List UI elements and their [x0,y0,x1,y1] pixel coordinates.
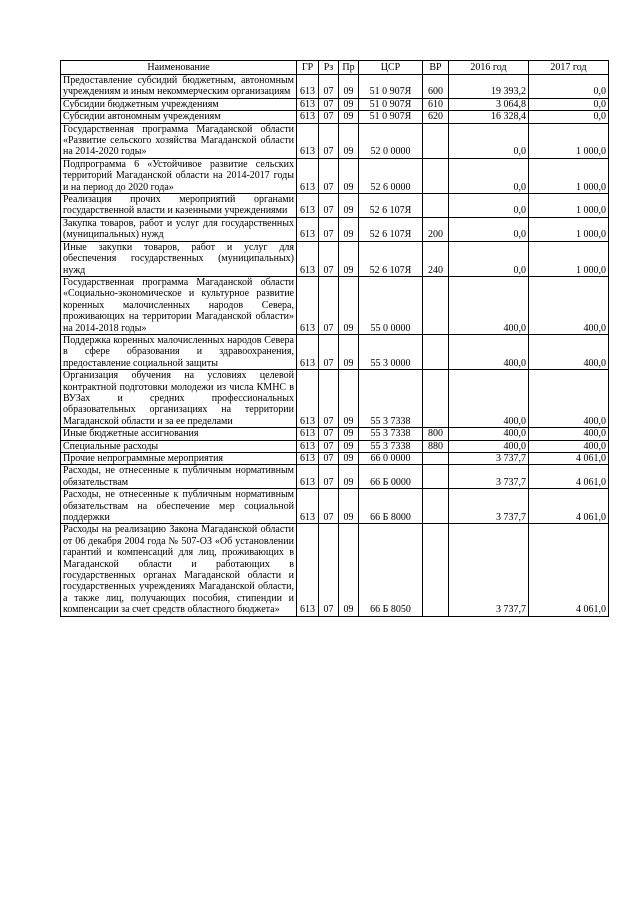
cell-csr: 66 Б 8050 [359,524,423,616]
cell-gr: 613 [297,217,319,241]
cell-gr: 613 [297,524,319,616]
cell-2016: 0,0 [449,158,529,193]
cell-gr: 613 [297,123,319,158]
cell-pr: 09 [339,194,359,218]
table-row [61,75,609,99]
cell-pr: 09 [339,524,359,616]
cell-name: Государственная программа Магаданской области «Развитие сельского хозяйства Магаданской области на 2014-2020 годы» [61,123,297,158]
cell-csr: 52 6 107Я [359,194,423,218]
cell-pr: 09 [339,465,359,489]
cell-vr [423,123,449,158]
cell-vr: 200 [423,217,449,241]
cell-gr: 613 [297,75,319,99]
cell-pr: 09 [339,440,359,452]
header-vr: ВР [423,61,449,75]
cell-pr: 09 [339,98,359,110]
cell-pr: 09 [339,158,359,193]
cell-pr: 09 [339,111,359,123]
cell-csr: 66 Б 0000 [359,465,423,489]
cell-pr: 09 [339,428,359,440]
cell-pr: 09 [339,334,359,369]
cell-gr: 613 [297,453,319,465]
table-row [61,276,609,334]
table-row [61,111,609,123]
cell-gr: 613 [297,111,319,123]
cell-gr: 613 [297,334,319,369]
header-2016: 2016 год [449,61,529,75]
cell-2017: 4 061,0 [529,524,609,616]
cell-vr [423,524,449,616]
budget-table [60,60,609,617]
cell-2017: 1 000,0 [529,123,609,158]
cell-csr: 55 3 7338 [359,370,423,428]
cell-rz: 07 [319,111,339,123]
document-page [60,60,608,617]
cell-vr: 880 [423,440,449,452]
cell-csr: 51 0 907Я [359,111,423,123]
cell-name: Организация обучения на условиях целевой контрактной подготовки молодежи из числа КМНС в ВУЗах и средних профессиональных образовательных организациях на территории Магаданской области и за ее пределами [61,370,297,428]
table-header-row [61,61,609,75]
header-rz: Рз [319,61,339,75]
cell-name: Расходы на реализацию Закона Магаданской области от 06 декабря 2004 года № 507-ОЗ «Об установлении гарантий и компенсаций для лиц, проживающих в Магаданской области и работающих в государственных органах Магаданской области и государственных учреждениях Магаданской области, а также лиц, получающих пособия, стипендии и компенсации за счет средств областного бюджета» [61,524,297,616]
cell-rz: 07 [319,524,339,616]
cell-name: Расходы, не отнесенные к публичным нормативным обязательствам [61,465,297,489]
table-row [61,370,609,428]
cell-2017: 1 000,0 [529,158,609,193]
cell-pr: 09 [339,241,359,276]
cell-2017: 400,0 [529,370,609,428]
cell-name: Закупка товаров, работ и услуг для государственных (муниципальных) нужд [61,217,297,241]
cell-name: Специальные расходы [61,440,297,452]
cell-rz: 07 [319,440,339,452]
cell-2016: 400,0 [449,370,529,428]
cell-name: Иные бюджетные ассигнования [61,428,297,440]
cell-gr: 613 [297,241,319,276]
cell-gr: 613 [297,370,319,428]
cell-rz: 07 [319,75,339,99]
cell-2016: 0,0 [449,123,529,158]
table-row [61,524,609,616]
cell-2017: 400,0 [529,440,609,452]
cell-name: Расходы, не отнесенные к публичным нормативным обязательствам на обеспечение мер социальной поддержки [61,489,297,524]
cell-2017: 1 000,0 [529,194,609,218]
cell-name: Прочие непрограммные мероприятия [61,453,297,465]
table-body [61,75,609,617]
cell-2017: 1 000,0 [529,241,609,276]
cell-pr: 09 [339,123,359,158]
cell-csr: 55 0 0000 [359,276,423,334]
cell-csr: 52 6 107Я [359,217,423,241]
cell-gr: 613 [297,158,319,193]
header-pr: Пр [339,61,359,75]
cell-2017: 4 061,0 [529,453,609,465]
cell-pr: 09 [339,276,359,334]
table-row [61,428,609,440]
cell-rz: 07 [319,465,339,489]
cell-rz: 07 [319,334,339,369]
cell-2017: 0,0 [529,111,609,123]
cell-2016: 3 064,8 [449,98,529,110]
cell-csr: 52 6 107Я [359,241,423,276]
cell-vr [423,465,449,489]
table-row [61,489,609,524]
cell-rz: 07 [319,370,339,428]
cell-rz: 07 [319,98,339,110]
cell-vr [423,334,449,369]
cell-csr: 52 0 0000 [359,123,423,158]
cell-2017: 4 061,0 [529,465,609,489]
cell-pr: 09 [339,217,359,241]
cell-name: Реализация прочих мероприятий органами государственной власти и казенными учреждениями [61,194,297,218]
cell-vr [423,276,449,334]
table-row [61,217,609,241]
cell-rz: 07 [319,276,339,334]
cell-gr: 613 [297,98,319,110]
cell-rz: 07 [319,217,339,241]
cell-rz: 07 [319,489,339,524]
table-row [61,334,609,369]
cell-vr: 620 [423,111,449,123]
cell-vr: 610 [423,98,449,110]
cell-csr: 66 Б 8000 [359,489,423,524]
cell-2017: 1 000,0 [529,217,609,241]
cell-name: Подпрограмма 6 «Устойчивое развитие сельских территорий Магаданской области на 2014-2017 годы и на период до 2020 года» [61,158,297,193]
cell-vr: 800 [423,428,449,440]
cell-pr: 09 [339,489,359,524]
cell-csr: 55 3 0000 [359,334,423,369]
cell-vr [423,489,449,524]
cell-vr [423,370,449,428]
cell-name: Предоставление субсидий бюджетным, автономным учреждениям и иным некоммерческим организациям [61,75,297,99]
cell-pr: 09 [339,370,359,428]
cell-2017: 4 061,0 [529,489,609,524]
cell-gr: 613 [297,465,319,489]
cell-csr: 51 0 907Я [359,75,423,99]
cell-gr: 613 [297,440,319,452]
cell-2016: 3 737,7 [449,489,529,524]
cell-vr [423,453,449,465]
table-row [61,241,609,276]
cell-name: Субсидии автономным учреждениям [61,111,297,123]
cell-name: Государственная программа Магаданской области «Социально-экономическое и культурное развитие коренных малочисленных народов Севера, проживающих на территории Магаданской области» на 2014-2018 годы» [61,276,297,334]
cell-rz: 07 [319,241,339,276]
cell-2016: 400,0 [449,428,529,440]
table-row [61,453,609,465]
cell-gr: 613 [297,276,319,334]
cell-csr: 55 3 7338 [359,428,423,440]
table-row [61,440,609,452]
header-name: Наименование [61,61,297,75]
cell-gr: 613 [297,428,319,440]
cell-gr: 613 [297,489,319,524]
cell-csr: 66 0 0000 [359,453,423,465]
cell-2016: 3 737,7 [449,465,529,489]
cell-2016: 16 328,4 [449,111,529,123]
cell-2016: 400,0 [449,334,529,369]
cell-2017: 0,0 [529,75,609,99]
cell-rz: 07 [319,428,339,440]
cell-vr: 240 [423,241,449,276]
cell-name: Субсидии бюджетным учреждениям [61,98,297,110]
table-row [61,194,609,218]
cell-vr: 600 [423,75,449,99]
table-row [61,98,609,110]
cell-rz: 07 [319,158,339,193]
cell-csr: 51 0 907Я [359,98,423,110]
cell-rz: 07 [319,453,339,465]
table-row [61,465,609,489]
cell-vr [423,194,449,218]
header-2017: 2017 год [529,61,609,75]
cell-2017: 400,0 [529,334,609,369]
cell-pr: 09 [339,453,359,465]
cell-2016: 400,0 [449,276,529,334]
cell-rz: 07 [319,194,339,218]
cell-2016: 3 737,7 [449,524,529,616]
cell-name: Поддержка коренных малочисленных народов Севера в сфере образования и здравоохранения, предоставление социальной защиты [61,334,297,369]
cell-2016: 400,0 [449,440,529,452]
cell-2016: 0,0 [449,217,529,241]
table-row [61,158,609,193]
cell-pr: 09 [339,75,359,99]
cell-csr: 55 3 7338 [359,440,423,452]
cell-csr: 52 6 0000 [359,158,423,193]
cell-2016: 19 393,2 [449,75,529,99]
table-row [61,123,609,158]
cell-2016: 0,0 [449,241,529,276]
cell-2016: 0,0 [449,194,529,218]
cell-2016: 3 737,7 [449,453,529,465]
cell-2017: 0,0 [529,98,609,110]
cell-name: Иные закупки товаров, работ и услуг для обеспечения государственных (муниципальных) нужд [61,241,297,276]
cell-2017: 400,0 [529,276,609,334]
cell-rz: 07 [319,123,339,158]
header-gr: ГР [297,61,319,75]
cell-vr [423,158,449,193]
cell-2017: 400,0 [529,428,609,440]
header-csr: ЦСР [359,61,423,75]
cell-gr: 613 [297,194,319,218]
